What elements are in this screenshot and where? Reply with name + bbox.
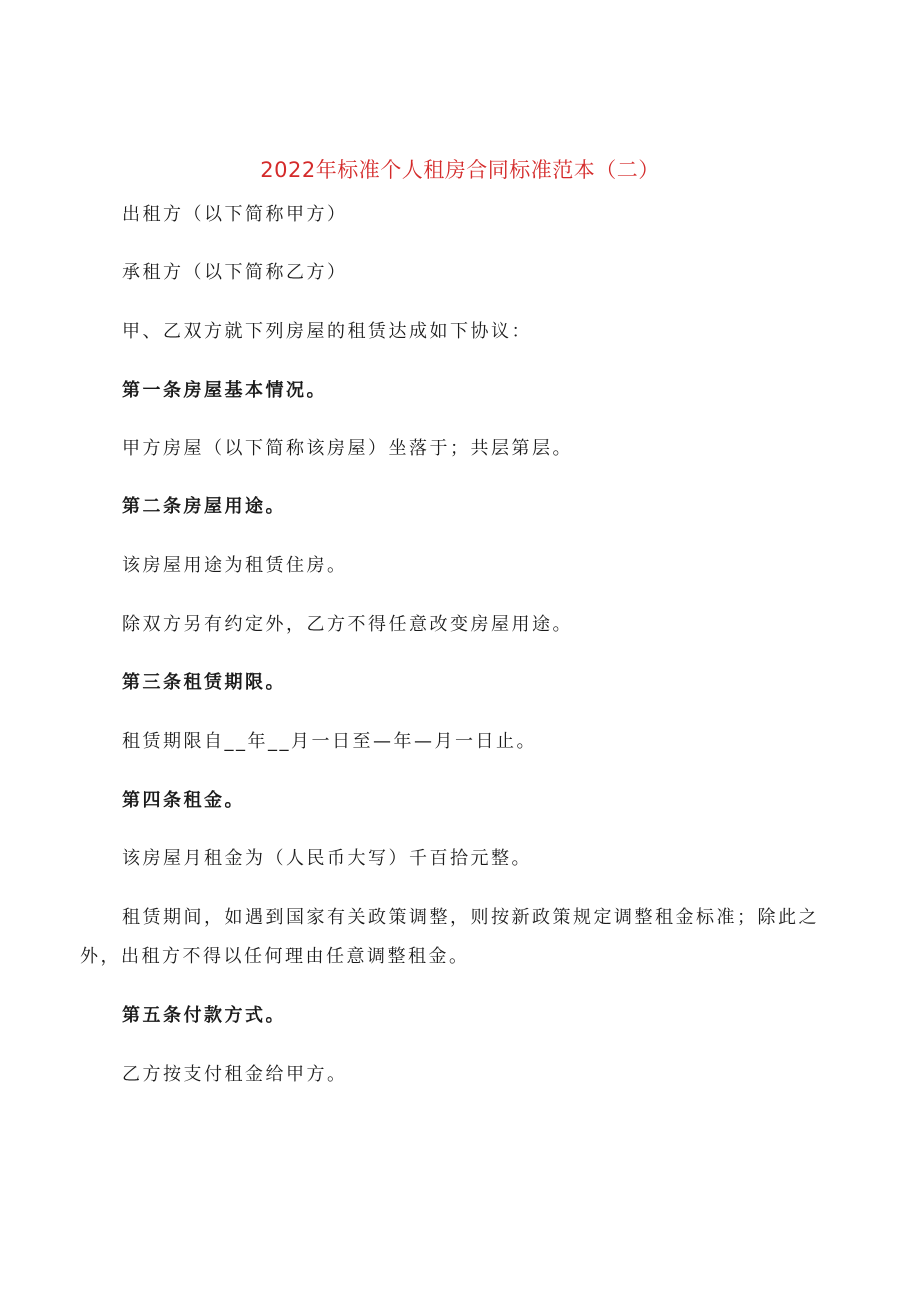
article5-text: 乙方按支付租金给甲方。: [122, 1064, 348, 1085]
article5-heading: 第五条付款方式。: [122, 1005, 286, 1026]
article4-text-1: 该房屋月租金为（人民币大写）千百拾元整。: [122, 848, 532, 869]
party-b-line: 承租方（以下简称乙方）: [122, 262, 348, 283]
article2-text-2: 除双方另有约定外，乙方不得任意改变房屋用途。: [122, 614, 573, 635]
article2-heading: 第二条房屋用途。: [122, 496, 286, 517]
intro-line: 甲、乙双方就下列房屋的租赁达成如下协议：: [122, 321, 532, 342]
article2-text-1: 该房屋用途为租赁住房。: [122, 555, 348, 576]
article4-text-2-line-2: 外，出租方不得以任何理由任意调整租金。: [80, 946, 470, 967]
party-a-line: 出租方（以下简称甲方）: [122, 204, 348, 225]
document-title: 2022年标准个人租房合同标准范本（二）: [260, 158, 660, 182]
article4-heading: 第四条租金。: [122, 790, 245, 811]
article1-text: 甲方房屋（以下简称该房屋）坐落于；共层第层。: [122, 438, 573, 459]
article4-text-2-line-1: 租赁期间，如遇到国家有关政策调整，则按新政策规定调整租金标准；除此之: [122, 907, 819, 928]
article3-heading: 第三条租赁期限。: [122, 672, 286, 693]
article3-text: 租赁期限自__年__月一日至—年—月一日止。: [122, 731, 537, 752]
article1-heading: 第一条房屋基本情况。: [122, 380, 327, 401]
